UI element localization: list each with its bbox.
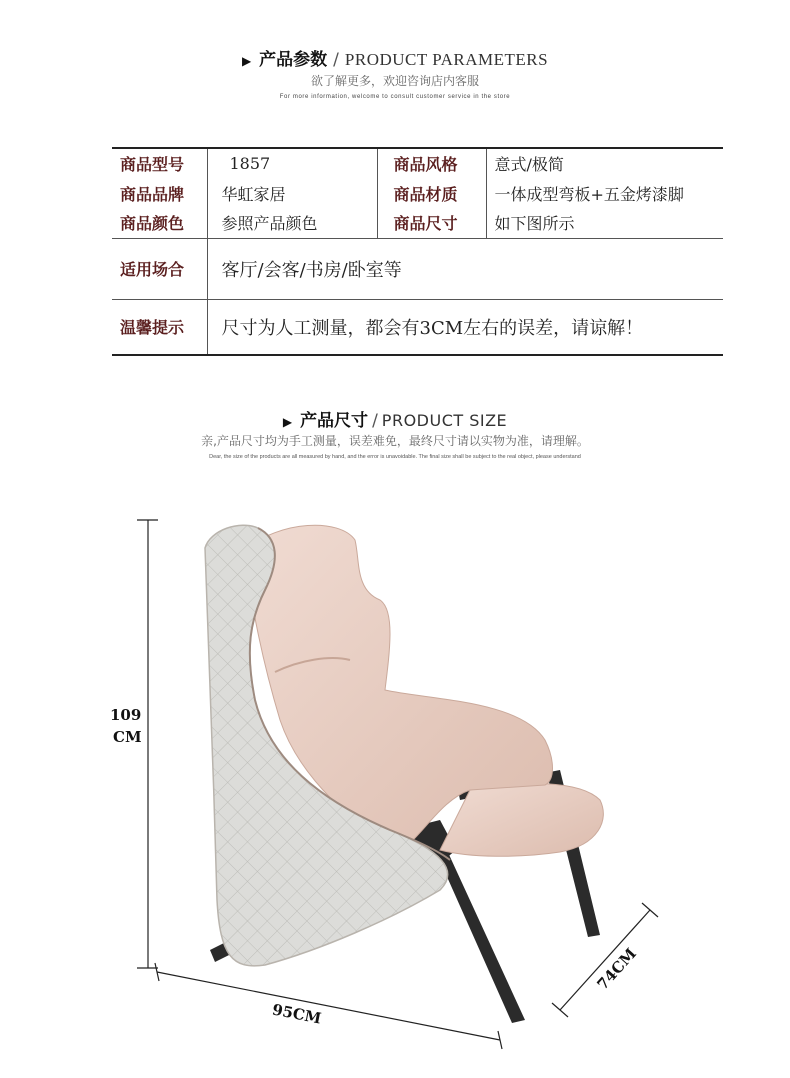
params-title-cn: 产品参数: [259, 50, 328, 70]
params-title-en: PRODUCT PARAMETERS: [344, 50, 549, 69]
size-tiny-caption: Dear, the size of the products are all measured by hand, and the error is unavoidable. The final size shall be subject to the real object, please understand: [209, 454, 581, 460]
chair-illustration: [0, 500, 790, 1078]
table-row: [112, 178, 723, 208]
value-occasion: 客厅/会客/书房/卧室等: [207, 238, 723, 299]
label-color: 商品颜色: [120, 214, 185, 234]
value-material: 一体成型弯板+五金烤漆脚: [486, 178, 723, 208]
depth-label: 74CM: [593, 944, 640, 994]
params-tiny-caption: For more information, welcome to consult customer service in the store: [279, 94, 511, 100]
triangle-icon: ▶: [282, 415, 293, 429]
size-title-en: PRODUCT SIZE: [381, 411, 508, 430]
params-header: [0, 45, 790, 70]
value-color: 参照产品颜色: [207, 208, 377, 238]
value-style: 意式/极简: [486, 148, 723, 178]
params-title-slash: /: [333, 50, 339, 70]
label-material: 商品材质: [377, 178, 486, 208]
value-model: 1857: [207, 148, 377, 178]
value-tip: 尺寸为人工测量，都会有3CM左右的误差，请谅解！: [207, 299, 723, 355]
width-label: 95CM: [270, 1000, 323, 1028]
table-row: [112, 208, 723, 238]
height-unit: CM: [113, 728, 142, 746]
size-subtitle: 亲,产品尺寸均为手工测量，误差难免，最终尺寸请以实物为准，请理解。: [201, 434, 589, 448]
label-size: 商品尺寸: [377, 208, 486, 238]
table-row: [112, 238, 723, 299]
size-title: [0, 406, 790, 431]
size-header: [0, 406, 790, 431]
params-title: [0, 45, 790, 70]
label-brand: 商品品牌: [120, 184, 185, 204]
params-table: [112, 147, 723, 356]
params-subtitle: 欲了解更多，欢迎咨询店内客服: [310, 74, 479, 88]
label-style: 商品风格: [377, 148, 486, 178]
value-brand: 华虹家居: [207, 178, 377, 208]
label-model: 商品型号: [112, 148, 207, 178]
size-title-cn: 产品尺寸: [300, 411, 369, 431]
label-occasion: 适用场合: [112, 238, 207, 299]
table-row: [112, 299, 723, 355]
height-number: 109: [110, 706, 142, 724]
value-size: 如下图所示: [486, 208, 723, 238]
table-row: [112, 148, 723, 178]
size-title-slash: /: [372, 411, 378, 431]
triangle-icon: ▶: [241, 54, 252, 68]
label-tip: 温馨提示: [112, 299, 207, 355]
